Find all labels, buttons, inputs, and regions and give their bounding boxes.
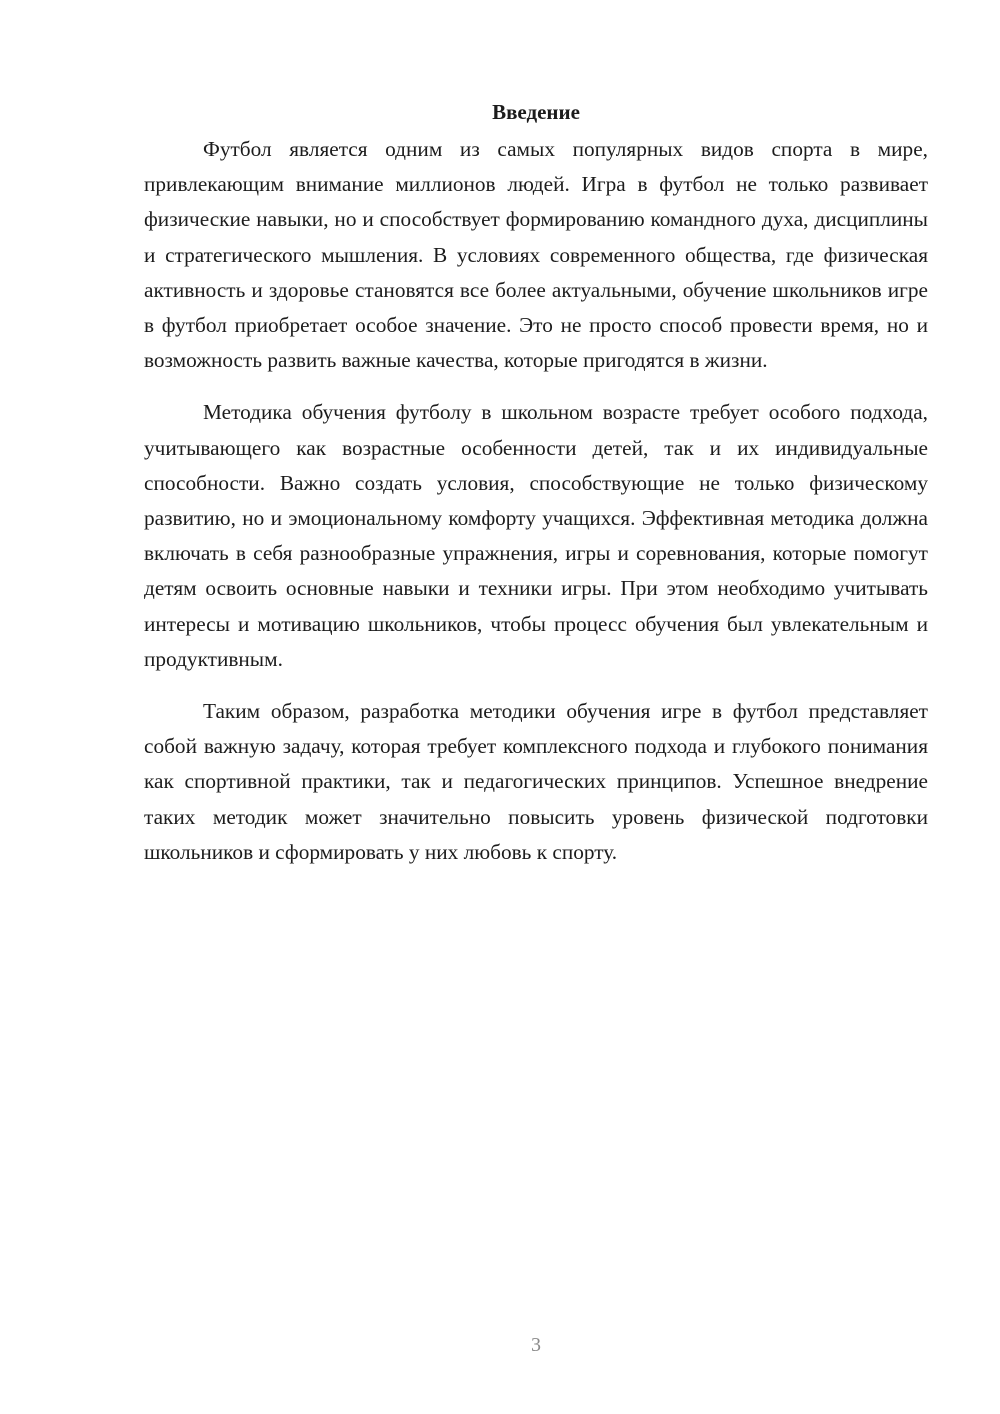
page-number: 3	[531, 1334, 541, 1356]
paragraph-2: Методика обучения футболу в школьном возрасте требует особого подхода, учитывающего как возрастные особенности детей, так и их индивидуальные способности. Важно создать условия, способствующие не только физическому развитию, но и эмоциональному комфорту учащихся. Эффективная методика должна включать в себя разнообразные упражнения, игры и соревнования, которые помогут детям освоить основные навыки и техники игры. При этом необходимо учитывать интересы и мотивацию школьников, чтобы процесс обучения был увлекательным и продуктивным.	[144, 400, 928, 671]
paragraph-3: Таким образом, разработка методики обучения игре в футбол представляет собой важную задачу, которая требует комплексного подхода и глубокого понимания как спортивной практики, так и педагогических принципов. Успешное внедрение таких методик может значительно повысить уровень физической подготовки школьников и сформировать у них любовь к спорту.	[144, 699, 928, 864]
paragraph-1: Футбол является одним из самых популярных видов спорта в мире, привлекающим внимание миллионов людей. Игра в футбол не только развивает физические навыки, но и способствует формированию командного духа, дисциплины и стратегического мышления. В условиях современного общества, где физическая активность и здоровье становятся все более актуальными, обучение школьников игре в футбол приобретает особое значение. Это не просто способ провести время, но и возможность развить важные качества, которые пригодятся в жизни.	[144, 137, 928, 373]
page-content	[144, 96, 928, 887]
section-heading: Введение	[492, 100, 580, 124]
